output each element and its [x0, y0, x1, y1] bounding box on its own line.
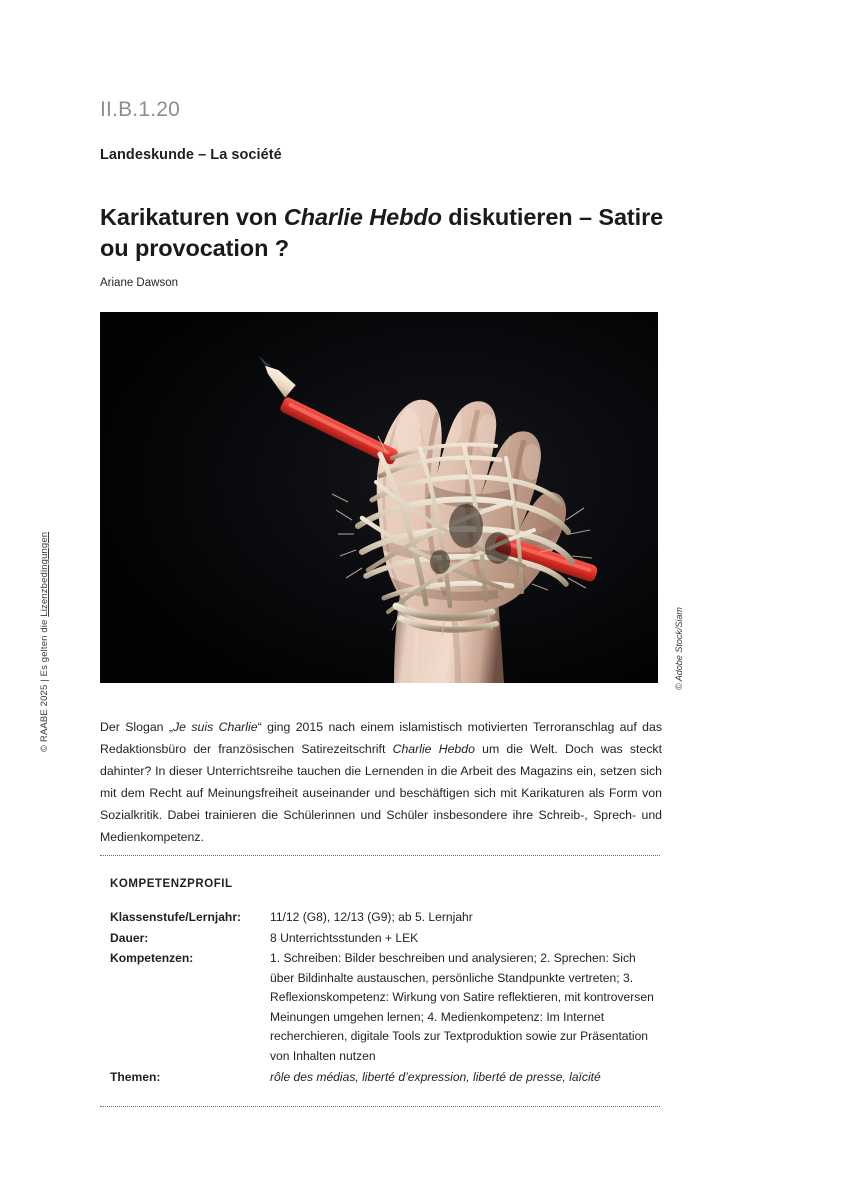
row-label: Themen:	[110, 1069, 161, 1084]
table-row	[110, 949, 662, 1067]
page-title	[100, 202, 675, 265]
row-label: Kompetenzen:	[110, 951, 194, 966]
row-value: 8 Unterrichtsstunden + LEK	[270, 930, 419, 945]
table-row	[110, 1068, 662, 1089]
hero-photo	[100, 312, 658, 683]
hero-photo-illustration	[100, 312, 658, 683]
intro-seg-5: um die Welt. Doch was steckt dahinter? In dieser Unterrichtsreihe tauchen die Lernenden in die Arbeit des Magazins ein, setzen sich mit dem Recht auf Meinungsfreiheit auseinander und beschäftigen sich mit Karikaturen als Form von Sozialkritik. Dabei trainieren die Schülerinnen und Schüler insbesondere ihre Schreib-, Sprech- und Medienkompetenz.	[100, 742, 662, 844]
licence-conditions-link[interactable]: Lizenzbedingungen	[39, 531, 50, 617]
table-row	[110, 929, 662, 950]
intro-seg-1: Der Slogan „	[100, 720, 173, 735]
licence-credit-text: © RAABE 2025 | Es gelten die	[39, 616, 50, 752]
section-kicker: Landeskunde – La société	[100, 147, 282, 163]
author-name: Ariane Dawson	[100, 277, 178, 289]
photo-credit-text: © Adobe Stock/Siam	[674, 607, 684, 690]
intro-seg-3: “ ging 2015 nach einem islamistisch motivierten Terroranschlag auf das Redaktionsbüro der französischen Satirezeitschrift	[100, 720, 662, 757]
forearm-highlight	[415, 608, 418, 683]
document-code: II.B.1.20	[100, 98, 181, 121]
competence-profile-table	[110, 908, 662, 1088]
row-label: Dauer:	[110, 930, 149, 945]
photo-credit	[662, 578, 684, 698]
licence-credit-sidebar	[26, 480, 50, 760]
intro-slogan-italic: Je suis Charlie	[172, 720, 258, 735]
table-row	[110, 908, 662, 929]
intro-magazine-italic: Charlie Hebdo	[392, 742, 475, 757]
divider-bottom	[100, 1106, 660, 1107]
divider-top	[100, 855, 660, 856]
title-segment-1: Karikaturen von	[100, 203, 284, 230]
row-value: 11/12 (G8), 12/13 (G9); ab 5. Lernjahr	[270, 910, 473, 924]
row-value: 1. Schreiben: Bilder beschreiben und analysieren; 2. Sprechen: Sich über Bildinhalte austauschen, persönliche Standpunkte vertreten; 3. Reflexionskompetenz: Wirkung von Satire reflektieren, mit kontroversen Meinungen umgehen lernen; 4. Medienkompetenz: Im Internet recherchieren, digitale Tools zur Textproduktion sowie zur Präsentation von Inhalten nutzen	[270, 951, 654, 1064]
title-segment-italic: Charlie Hebdo	[283, 203, 442, 230]
intro-paragraph	[100, 717, 662, 848]
row-value-italic: rôle des médias, liberté d’expression, liberté de presse, laïcité	[270, 1069, 601, 1084]
competence-profile-heading: KOMPETENZPROFIL	[110, 878, 233, 890]
row-label: Klassenstufe/Lernjahr:	[110, 910, 242, 924]
row-value	[270, 1068, 662, 1089]
title-segment-2: diskutieren – Satire ou provocation ?	[100, 203, 664, 261]
